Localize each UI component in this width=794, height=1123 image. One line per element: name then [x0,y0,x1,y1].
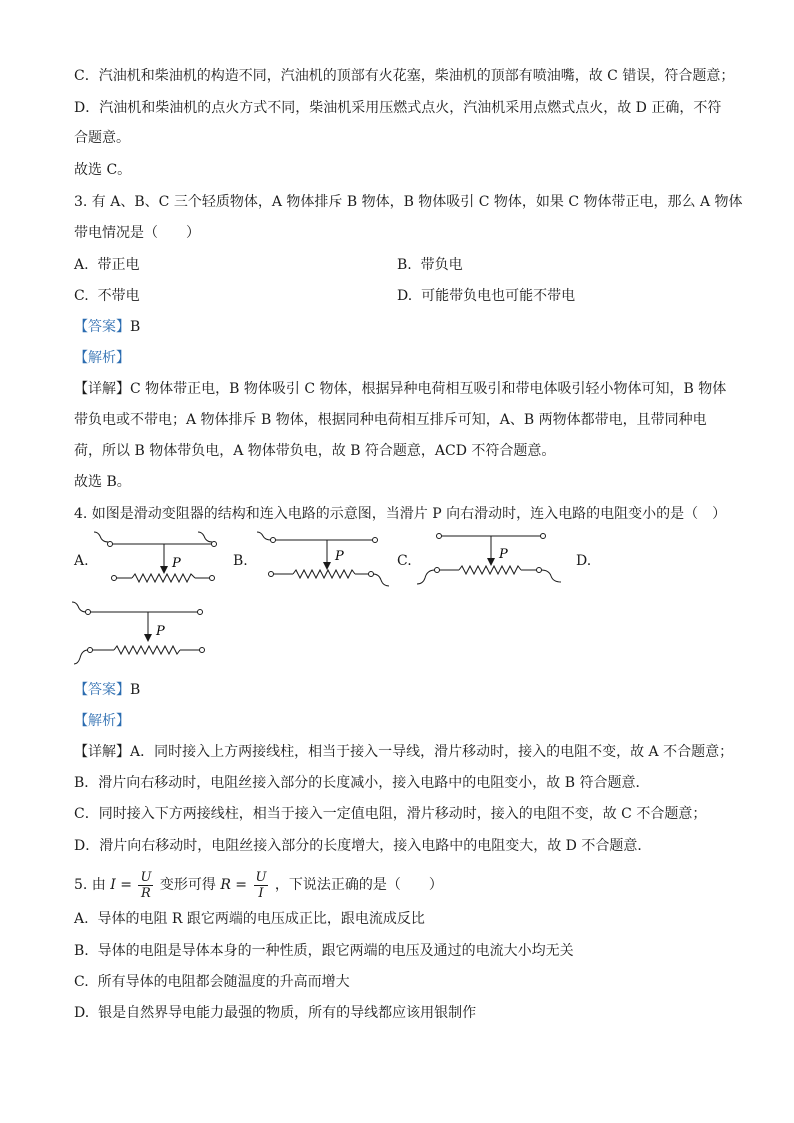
option-label: B. [397,257,412,273]
q3-answer [74,317,140,337]
q3-option-b [397,255,463,275]
q3-option-d [397,286,575,306]
q4-answer [74,680,140,700]
prev-option-c-explanation: C．汽油机和柴油机的构造不同，汽油机的顶部有火花塞，柴油机的顶部有喷油嘴，故 C 错误，符合题意； [74,68,735,84]
option-text: 不带电 [97,288,140,304]
formula-1-denominator: R [141,885,151,901]
q5-option-a [74,909,425,929]
q4-figure-b-rheostat [255,530,391,592]
option-text: 所有导体的电阻都会随温度的升高而增大 [97,974,350,990]
q4-figure-c-label: C. [397,553,412,569]
option-label: D. [74,1005,90,1021]
q4-stem: 4. 如图是滑动变阻器的结构和连入电路的示意图，当滑片 P 向右滑动时，连入电路的电阻变小的是（ ） [74,506,727,522]
option-label: C. [74,974,89,990]
q4-figure-a-rheostat [92,530,228,592]
option-text: 带正电 [97,257,140,273]
q3-stem-line1: 3. 有 A、B、C 三个轻质物体，A 物体排斥 B 物体，B 物体吸引 C 物体，如果 C 物体带正电，那么 A 物体 [74,194,743,210]
q5-option-c [74,972,350,992]
q3-final-choice: 故选 B。 [74,474,131,490]
formula-2-numerator: U [255,869,267,885]
slider-p-label: P [499,547,508,562]
option-text: 带负电 [420,257,463,273]
option-label: D. [397,288,413,304]
option-text: 导体的电阻是导体本身的一种性质，跟它两端的电压及通过的电流大小均无关 [97,943,574,959]
q4-detail-line2: B．滑片向右移动时，电阻丝接入部分的长度减小，接入电路中的电阻变小，故 B 符合题意． [74,775,650,791]
q5-stem [74,868,443,902]
q5-option-b [74,941,574,961]
detail-text: A．同时接入上方两接线柱，相当于接入一导线，滑片移动时，接入的电阻不变，故 A 不合题意； [130,744,734,760]
slider-p-label: P [156,624,165,639]
q3-option-c [74,286,140,306]
q3-option-a [74,255,139,275]
formula-1-fraction [138,870,153,901]
prev-final-choice: 故选 C。 [74,162,132,178]
option-label: A. [74,257,89,273]
formula-1-numerator: U [140,869,152,885]
answer-tag: 【答案】 [74,682,130,698]
detail-tag: 【详解】 [74,744,130,760]
formula-2-lhs: R = [220,877,248,893]
formula-1-lhs: I = [110,877,132,893]
q5-stem-suffix: ，下说法正确的是（ ） [274,877,443,893]
option-text: 银是自然界导电能力最强的物质，所有的导线都应该用银制作 [98,1005,477,1021]
formula-2-fraction [254,870,269,901]
q4-figure-b-label: B. [233,553,248,569]
q5-stem-mid: 变形可得 [159,877,216,893]
q4-analysis-tag: 【解析】 [74,713,130,729]
detail-text: C 物体带正电，B 物体吸引 C 物体，根据异种电荷相互吸引和带电体吸引轻小物体可知，B 物体 [130,381,727,397]
q4-figure-a-label: A. [74,553,89,569]
q5-stem-prefix: 5. 由 [74,877,106,893]
q3-detail-line1 [74,379,726,399]
option-label: A. [74,911,89,927]
answer-value: B [130,682,141,698]
q4-detail-line4: D．滑片向右移动时，电阻丝接入部分的长度增大，接入电路中的电阻变大，故 D 不合题意． [74,838,652,854]
q4-detail-line3: C．同时接入下方两接线柱，相当于接入一定值电阻，滑片移动时，接入的电阻不变，故 C 不合题意； [74,806,707,822]
option-label: C. [74,288,89,304]
option-label: B. [74,943,89,959]
answer-value: B [130,319,141,335]
q4-detail-line1 [74,742,733,762]
slider-p-label: P [335,549,344,564]
slider-p-label: P [172,556,181,571]
answer-tag: 【答案】 [74,319,130,335]
q4-figure-c-rheostat [415,528,573,590]
q4-figure-d-rheostat [70,598,210,668]
q5-option-d [74,1003,476,1023]
q3-analysis-tag: 【解析】 [74,350,130,366]
formula-2-denominator: I [258,885,264,901]
q3-detail-line2: 带负电或不带电；A 物体排斥 B 物体，根据同种电荷相互排斥可知，A、B 两物体都带电，且带同种电 [74,412,707,428]
prev-option-d-explanation: D．汽油机和柴油机的点火方式不同，柴油机采用压燃式点火，汽油机采用点燃式点火，故 D 正确，不符 [74,100,722,116]
q4-figure-d-label: D. [576,553,592,569]
option-text: 导体的电阻 R 跟它两端的电压成正比，跟电流成反比 [97,911,425,927]
detail-tag: 【详解】 [74,381,130,397]
q3-detail-line3: 荷，所以 B 物体带负电，A 物体带负电，故 B 符合题意，ACD 不符合题意。 [74,443,556,459]
prev-option-d-explanation-cont: 合题意。 [74,130,130,146]
option-text: 可能带负电也可能不带电 [421,288,576,304]
q3-stem-line2: 带电情况是（ ） [74,225,200,241]
